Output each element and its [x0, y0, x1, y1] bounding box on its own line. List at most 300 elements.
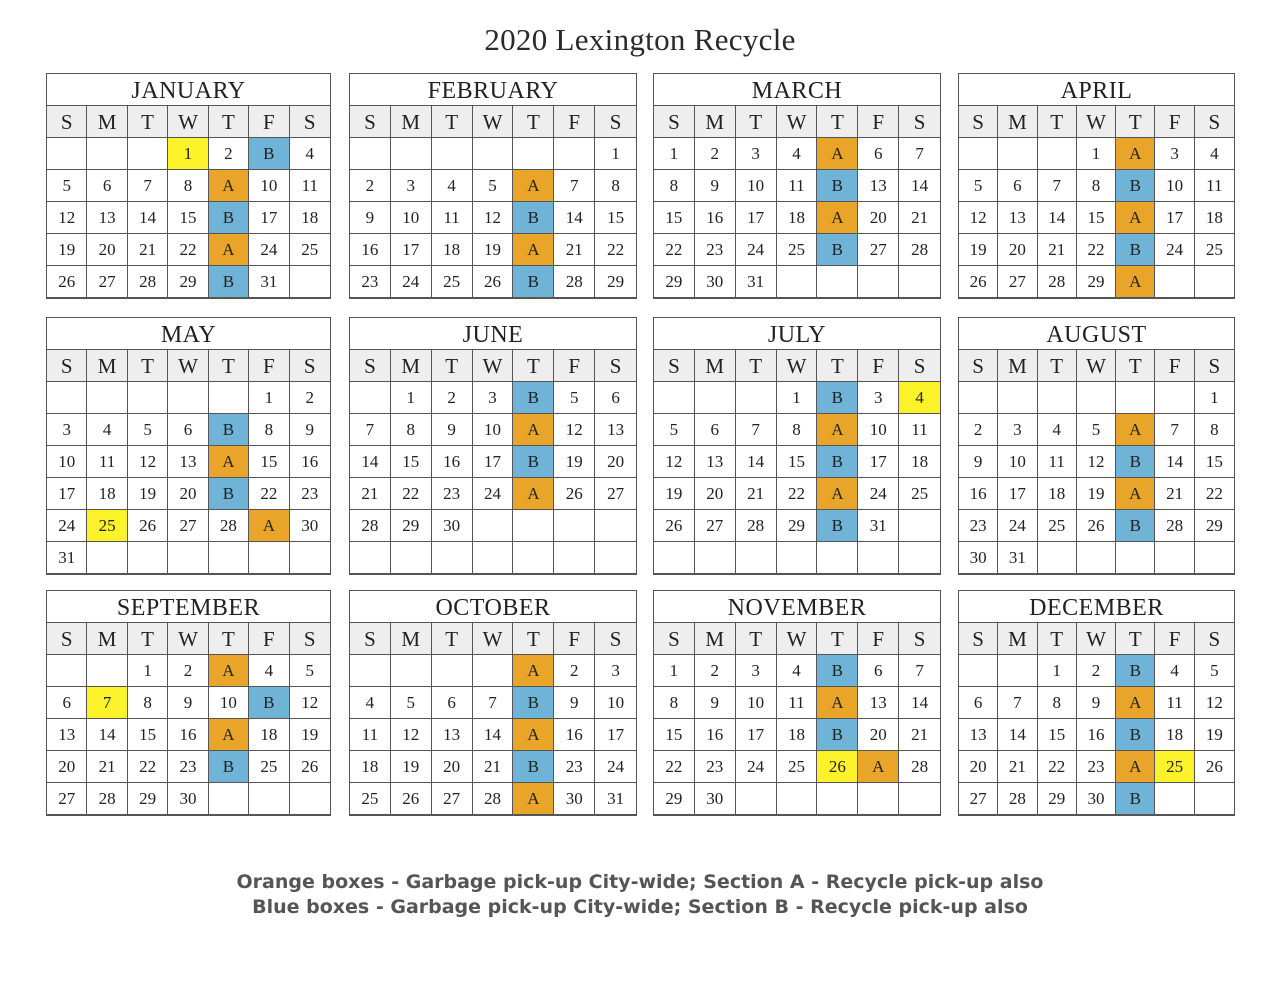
day-cell: 29 — [777, 510, 818, 542]
weekday-header: W — [168, 350, 208, 382]
pickup-a-cell: A — [513, 478, 554, 510]
weekday-header: T — [817, 623, 858, 655]
month-days-grid — [350, 623, 636, 815]
day-cell: 20 — [959, 751, 998, 783]
pickup-b-cell: B — [249, 687, 289, 719]
holiday-cell: 25 — [1155, 751, 1194, 783]
day-cell: 9 — [695, 687, 736, 719]
day-cell: 14 — [473, 719, 514, 751]
day-cell: 20 — [695, 478, 736, 510]
weekday-header: S — [595, 106, 636, 138]
day-cell — [899, 510, 940, 542]
month-name: MAY — [47, 318, 330, 350]
day-cell: 26 — [554, 478, 595, 510]
day-cell: 15 — [391, 446, 432, 478]
pickup-a-cell: A — [513, 234, 554, 266]
day-cell: 19 — [473, 234, 514, 266]
day-cell: 17 — [736, 202, 777, 234]
day-cell: 2 — [168, 655, 208, 687]
day-cell: 23 — [695, 234, 736, 266]
day-cell: 30 — [1077, 783, 1116, 815]
day-cell: 1 — [777, 382, 818, 414]
day-cell: 7 — [473, 687, 514, 719]
day-cell — [87, 655, 127, 687]
day-cell: 3 — [47, 414, 87, 446]
day-cell: 14 — [998, 719, 1037, 751]
day-cell: 15 — [128, 719, 168, 751]
day-cell: 30 — [432, 510, 473, 542]
day-cell — [350, 138, 391, 170]
day-cell: 27 — [432, 783, 473, 815]
day-cell: 13 — [47, 719, 87, 751]
day-cell — [473, 138, 514, 170]
day-cell: 19 — [1195, 719, 1234, 751]
day-cell: 9 — [695, 170, 736, 202]
pickup-b-cell: B — [249, 138, 289, 170]
day-cell: 7 — [1155, 414, 1194, 446]
day-cell: 2 — [695, 655, 736, 687]
day-cell: 8 — [1077, 170, 1116, 202]
day-cell: 2 — [209, 138, 249, 170]
day-cell: 10 — [858, 414, 899, 446]
day-cell: 27 — [998, 266, 1037, 298]
day-cell: 28 — [899, 234, 940, 266]
weekday-header: F — [858, 106, 899, 138]
day-cell — [1116, 382, 1155, 414]
day-cell — [432, 655, 473, 687]
day-cell — [1195, 266, 1234, 298]
weekday-header: F — [1155, 350, 1194, 382]
day-cell: 10 — [209, 687, 249, 719]
weekday-header: S — [595, 350, 636, 382]
day-cell: 31 — [998, 542, 1037, 574]
month-name: FEBRUARY — [350, 74, 636, 106]
day-cell: 21 — [128, 234, 168, 266]
day-cell: 28 — [350, 510, 391, 542]
day-cell: 22 — [595, 234, 636, 266]
day-cell: 13 — [695, 446, 736, 478]
day-cell: 23 — [1077, 751, 1116, 783]
day-cell: 4 — [290, 138, 330, 170]
day-cell: 27 — [695, 510, 736, 542]
day-cell: 21 — [899, 202, 940, 234]
weekday-header: S — [899, 106, 940, 138]
day-cell: 24 — [858, 478, 899, 510]
day-cell: 31 — [47, 542, 87, 574]
day-cell — [554, 542, 595, 574]
day-cell: 10 — [595, 687, 636, 719]
weekday-header: F — [554, 106, 595, 138]
weekday-header: S — [47, 623, 87, 655]
day-cell: 3 — [391, 170, 432, 202]
day-cell: 1 — [249, 382, 289, 414]
day-cell: 6 — [47, 687, 87, 719]
day-cell — [777, 783, 818, 815]
pickup-b-cell: B — [209, 414, 249, 446]
day-cell: 21 — [473, 751, 514, 783]
day-cell: 7 — [128, 170, 168, 202]
day-cell: 15 — [1038, 719, 1077, 751]
day-cell — [959, 382, 998, 414]
day-cell: 9 — [1077, 687, 1116, 719]
day-cell: 5 — [554, 382, 595, 414]
day-cell: 4 — [777, 138, 818, 170]
month-name: NOVEMBER — [654, 591, 940, 623]
day-cell — [391, 542, 432, 574]
month-days-grid — [959, 623, 1234, 815]
day-cell: 17 — [1155, 202, 1194, 234]
day-cell: 3 — [858, 382, 899, 414]
day-cell — [1155, 266, 1194, 298]
pickup-b-cell: B — [1116, 783, 1155, 815]
day-cell: 21 — [1038, 234, 1077, 266]
pickup-a-cell: A — [209, 655, 249, 687]
day-cell: 30 — [290, 510, 330, 542]
pickup-a-cell: A — [1116, 138, 1155, 170]
weekday-header: T — [1038, 106, 1077, 138]
day-cell: 28 — [1038, 266, 1077, 298]
month-days-grid — [654, 106, 940, 298]
day-cell: 12 — [1077, 446, 1116, 478]
day-cell: 16 — [959, 478, 998, 510]
day-cell — [736, 783, 777, 815]
day-cell: 11 — [899, 414, 940, 446]
weekday-header: M — [391, 106, 432, 138]
day-cell: 23 — [432, 478, 473, 510]
day-cell: 28 — [899, 751, 940, 783]
day-cell: 20 — [858, 719, 899, 751]
day-cell: 19 — [47, 234, 87, 266]
day-cell: 10 — [391, 202, 432, 234]
day-cell: 30 — [695, 783, 736, 815]
day-cell — [736, 382, 777, 414]
day-cell: 16 — [695, 719, 736, 751]
day-cell: 1 — [654, 138, 695, 170]
day-cell: 6 — [695, 414, 736, 446]
day-cell: 8 — [168, 170, 208, 202]
day-cell: 17 — [391, 234, 432, 266]
day-cell: 26 — [128, 510, 168, 542]
month-days-grid — [47, 106, 330, 298]
day-cell — [595, 510, 636, 542]
day-cell: 19 — [290, 719, 330, 751]
day-cell — [290, 266, 330, 298]
day-cell: 20 — [998, 234, 1037, 266]
month-days-grid — [959, 350, 1234, 574]
pickup-b-cell: B — [209, 202, 249, 234]
day-cell: 21 — [87, 751, 127, 783]
day-cell: 14 — [350, 446, 391, 478]
day-cell: 22 — [1195, 478, 1234, 510]
month-may — [46, 317, 331, 575]
day-cell: 13 — [959, 719, 998, 751]
day-cell: 27 — [595, 478, 636, 510]
weekday-header: T — [128, 350, 168, 382]
day-cell: 26 — [1077, 510, 1116, 542]
day-cell: 7 — [899, 138, 940, 170]
day-cell: 8 — [1195, 414, 1234, 446]
day-cell: 19 — [391, 751, 432, 783]
day-cell: 23 — [959, 510, 998, 542]
day-cell: 9 — [350, 202, 391, 234]
weekday-header: T — [817, 350, 858, 382]
day-cell: 2 — [959, 414, 998, 446]
weekday-header: T — [736, 623, 777, 655]
day-cell: 28 — [128, 266, 168, 298]
pickup-b-cell: B — [513, 266, 554, 298]
day-cell: 12 — [290, 687, 330, 719]
day-cell: 24 — [736, 751, 777, 783]
day-cell: 24 — [473, 478, 514, 510]
day-cell — [899, 783, 940, 815]
day-cell: 14 — [554, 202, 595, 234]
day-cell: 7 — [1038, 170, 1077, 202]
day-cell: 12 — [473, 202, 514, 234]
day-cell: 2 — [290, 382, 330, 414]
day-cell: 10 — [736, 687, 777, 719]
day-cell — [350, 655, 391, 687]
day-cell — [47, 655, 87, 687]
day-cell: 18 — [777, 202, 818, 234]
day-cell — [513, 510, 554, 542]
day-cell: 12 — [391, 719, 432, 751]
weekday-header: M — [87, 623, 127, 655]
day-cell — [47, 382, 87, 414]
weekday-header: S — [350, 623, 391, 655]
month-days-grid — [47, 623, 330, 815]
day-cell: 20 — [858, 202, 899, 234]
day-cell: 4 — [432, 170, 473, 202]
day-cell: 16 — [554, 719, 595, 751]
day-cell: 24 — [595, 751, 636, 783]
day-cell: 3 — [736, 655, 777, 687]
month-name: JANUARY — [47, 74, 330, 106]
weekday-header: T — [128, 623, 168, 655]
day-cell: 21 — [1155, 478, 1194, 510]
day-cell: 21 — [998, 751, 1037, 783]
legend-line-orange: Orange boxes - Garbage pick-up City-wide; Section A - Recycle pick-up also — [236, 871, 1044, 893]
day-cell: 1 — [1038, 655, 1077, 687]
day-cell: 12 — [47, 202, 87, 234]
month-days-grid — [350, 106, 636, 298]
day-cell: 14 — [1155, 446, 1194, 478]
day-cell: 23 — [554, 751, 595, 783]
day-cell: 18 — [290, 202, 330, 234]
day-cell: 25 — [290, 234, 330, 266]
day-cell — [168, 382, 208, 414]
pickup-b-cell: B — [513, 382, 554, 414]
day-cell: 20 — [595, 446, 636, 478]
day-cell: 23 — [350, 266, 391, 298]
day-cell: 9 — [554, 687, 595, 719]
month-november — [653, 590, 941, 816]
day-cell — [858, 783, 899, 815]
day-cell: 14 — [736, 446, 777, 478]
month-name: SEPTEMBER — [47, 591, 330, 623]
weekday-header: T — [736, 106, 777, 138]
weekday-header: W — [473, 350, 514, 382]
day-cell: 6 — [168, 414, 208, 446]
day-cell: 20 — [168, 478, 208, 510]
weekday-header: M — [998, 350, 1037, 382]
day-cell: 4 — [777, 655, 818, 687]
pickup-a-cell: A — [1116, 751, 1155, 783]
holiday-cell: 26 — [817, 751, 858, 783]
day-cell — [432, 542, 473, 574]
month-days-grid — [654, 350, 940, 574]
day-cell: 15 — [1195, 446, 1234, 478]
weekday-header: F — [858, 623, 899, 655]
pickup-b-cell: B — [817, 382, 858, 414]
day-cell — [1195, 783, 1234, 815]
day-cell — [736, 542, 777, 574]
weekday-header: F — [1155, 623, 1194, 655]
day-cell: 4 — [87, 414, 127, 446]
day-cell — [168, 542, 208, 574]
day-cell: 21 — [350, 478, 391, 510]
weekday-header: S — [899, 623, 940, 655]
day-cell: 11 — [1155, 687, 1194, 719]
day-cell: 10 — [998, 446, 1037, 478]
day-cell: 16 — [695, 202, 736, 234]
day-cell: 18 — [87, 478, 127, 510]
weekday-header: T — [513, 623, 554, 655]
day-cell: 26 — [290, 751, 330, 783]
day-cell: 30 — [168, 783, 208, 815]
page-title: 2020 Lexington Recycle — [484, 22, 796, 57]
day-cell: 16 — [432, 446, 473, 478]
day-cell: 2 — [695, 138, 736, 170]
month-days-grid — [350, 350, 636, 574]
day-cell — [695, 542, 736, 574]
day-cell: 17 — [47, 478, 87, 510]
weekday-header: F — [554, 350, 595, 382]
day-cell — [1195, 542, 1234, 574]
day-cell: 29 — [168, 266, 208, 298]
weekday-header: T — [513, 350, 554, 382]
day-cell: 12 — [128, 446, 168, 478]
pickup-b-cell: B — [1116, 234, 1155, 266]
day-cell: 15 — [595, 202, 636, 234]
weekday-header: M — [87, 106, 127, 138]
day-cell: 6 — [595, 382, 636, 414]
pickup-a-cell: A — [513, 783, 554, 815]
day-cell: 25 — [777, 751, 818, 783]
weekday-header: S — [47, 350, 87, 382]
weekday-header: M — [998, 623, 1037, 655]
day-cell: 22 — [654, 751, 695, 783]
weekday-header: S — [595, 623, 636, 655]
day-cell — [899, 542, 940, 574]
weekday-header: F — [858, 350, 899, 382]
day-cell: 26 — [1195, 751, 1234, 783]
month-name: DECEMBER — [959, 591, 1234, 623]
day-cell: 8 — [595, 170, 636, 202]
month-name: OCTOBER — [350, 591, 636, 623]
legend-line-blue: Blue boxes - Garbage pick-up City-wide; Section B - Recycle pick-up also — [252, 896, 1028, 918]
weekday-header: S — [654, 106, 695, 138]
day-cell: 7 — [350, 414, 391, 446]
day-cell: 13 — [168, 446, 208, 478]
day-cell — [1155, 542, 1194, 574]
day-cell: 2 — [1077, 655, 1116, 687]
day-cell: 15 — [777, 446, 818, 478]
day-cell: 17 — [736, 719, 777, 751]
day-cell: 3 — [998, 414, 1037, 446]
month-days-grid — [654, 623, 940, 815]
day-cell: 2 — [350, 170, 391, 202]
weekday-header: S — [959, 350, 998, 382]
day-cell: 11 — [432, 202, 473, 234]
day-cell — [350, 382, 391, 414]
day-cell: 7 — [998, 687, 1037, 719]
day-cell — [777, 266, 818, 298]
day-cell: 19 — [1077, 478, 1116, 510]
pickup-b-cell: B — [1116, 655, 1155, 687]
day-cell: 10 — [736, 170, 777, 202]
day-cell — [899, 266, 940, 298]
day-cell: 17 — [998, 478, 1037, 510]
day-cell: 18 — [777, 719, 818, 751]
day-cell: 5 — [959, 170, 998, 202]
day-cell: 22 — [391, 478, 432, 510]
day-cell — [290, 542, 330, 574]
day-cell: 24 — [998, 510, 1037, 542]
day-cell: 21 — [554, 234, 595, 266]
day-cell: 1 — [128, 655, 168, 687]
day-cell: 1 — [391, 382, 432, 414]
month-august — [958, 317, 1235, 575]
day-cell — [87, 138, 127, 170]
day-cell — [554, 138, 595, 170]
day-cell: 22 — [128, 751, 168, 783]
day-cell: 10 — [249, 170, 289, 202]
day-cell — [858, 266, 899, 298]
day-cell: 14 — [87, 719, 127, 751]
pickup-b-cell: B — [209, 266, 249, 298]
day-cell: 8 — [654, 687, 695, 719]
day-cell: 15 — [654, 719, 695, 751]
day-cell: 12 — [554, 414, 595, 446]
day-cell — [1038, 382, 1077, 414]
weekday-header: W — [473, 106, 514, 138]
month-days-grid — [47, 350, 330, 574]
day-cell — [87, 542, 127, 574]
weekday-header: W — [473, 623, 514, 655]
day-cell: 18 — [1195, 202, 1234, 234]
day-cell: 8 — [777, 414, 818, 446]
day-cell — [87, 382, 127, 414]
pickup-a-cell: A — [513, 170, 554, 202]
weekday-header: M — [87, 350, 127, 382]
holiday-cell: 4 — [899, 382, 940, 414]
pickup-a-cell: A — [209, 446, 249, 478]
day-cell: 6 — [858, 655, 899, 687]
day-cell: 26 — [473, 266, 514, 298]
day-cell: 25 — [1038, 510, 1077, 542]
pickup-a-cell: A — [817, 414, 858, 446]
weekday-header: W — [1077, 350, 1116, 382]
day-cell — [209, 382, 249, 414]
day-cell: 27 — [858, 234, 899, 266]
day-cell: 5 — [128, 414, 168, 446]
day-cell: 13 — [858, 687, 899, 719]
day-cell: 11 — [87, 446, 127, 478]
day-cell: 11 — [350, 719, 391, 751]
weekday-header: S — [1195, 350, 1234, 382]
day-cell: 14 — [899, 687, 940, 719]
day-cell — [209, 783, 249, 815]
